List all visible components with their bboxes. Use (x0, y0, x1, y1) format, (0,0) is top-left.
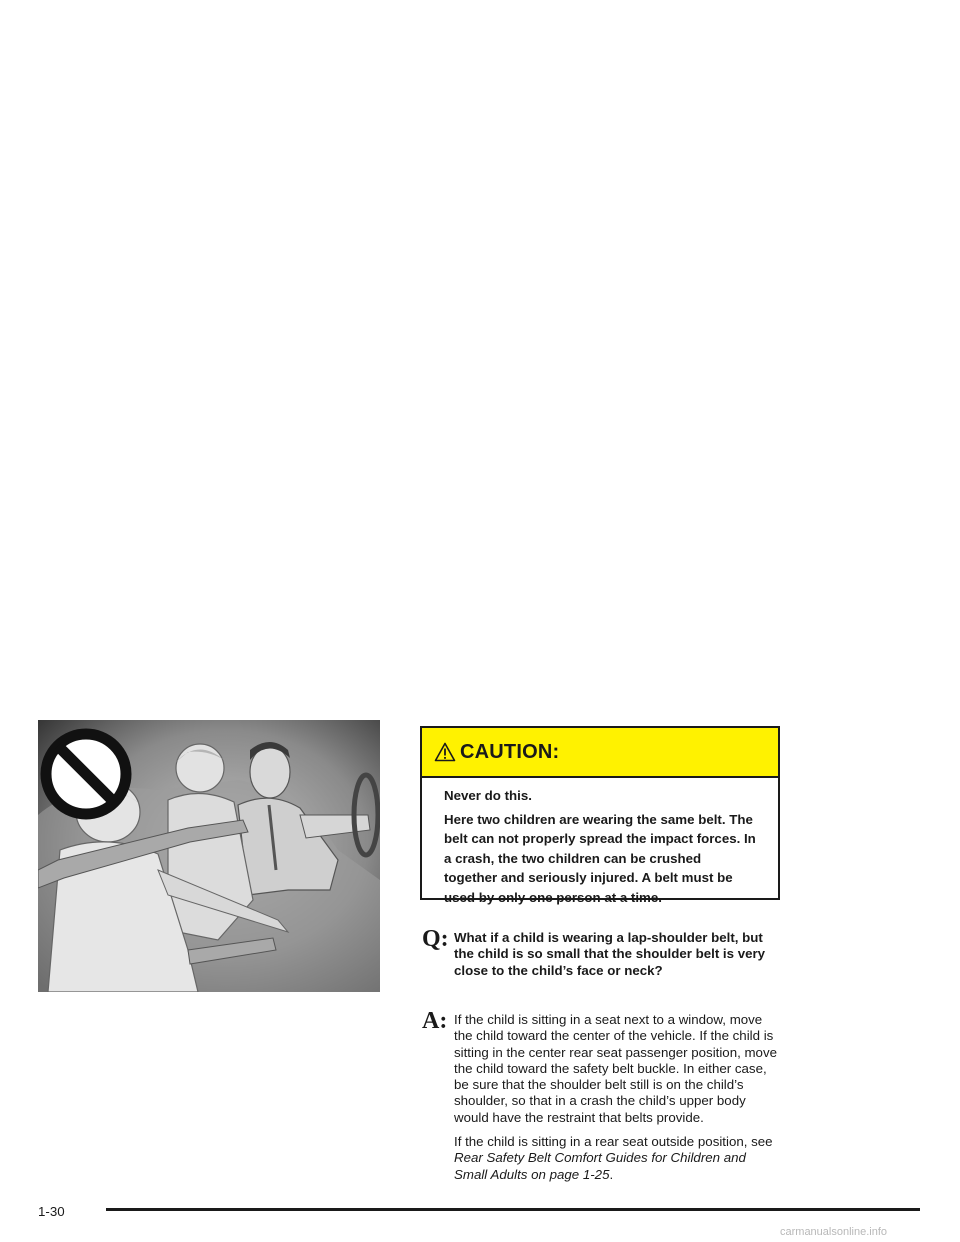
caution-body (422, 778, 778, 908)
answer-paragraph-2-prefix: If the child is sitting in a rear seat outside position, see (454, 1134, 773, 1150)
footer-rule (106, 1208, 920, 1211)
caution-header (422, 728, 778, 778)
question-mark-label: Q: (422, 926, 449, 952)
caution-line-2: Here two children are wearing the same belt. The belt can not properly spread the impact forces. In a crash, the two children can be crushed together and seriously injured. A belt must be used by only one person at a time. (444, 811, 756, 905)
cross-reference-link[interactable]: Rear Safety Belt Comfort Guides for Children and Small Adults on page 1-25 (454, 1150, 746, 1182)
answer-mark-label: A: (422, 1008, 448, 1034)
warning-triangle-icon (434, 742, 456, 762)
answer-paragraph-1: If the child is sitting in a seat next to a window, move the child toward the center of the vehicle. If the child is sitting in the center rear seat passenger position, move the child toward the safety belt buckle. In either case, be sure that the shoulder belt still is on the child’s shoulder, so that in a crash the child’s upper body would have the restraint that belts provide. (454, 1012, 777, 1125)
answer-text (454, 1012, 782, 1183)
caution-title: CAUTION: (460, 740, 560, 763)
watermark: carmanualsonline.info (780, 1226, 888, 1238)
question-text: What if a child is wearing a lap-shoulder belt, but the child is so small that the shoulder belt is very close to the child’s face or neck? (454, 930, 766, 978)
illustration-children-sharing-belt (38, 720, 380, 992)
belt-scene-drawing (38, 720, 380, 992)
caution-line-1: Never do this. (444, 788, 532, 803)
caution-box (420, 726, 780, 905)
answer-paragraph-2-suffix: . (609, 1166, 614, 1182)
answer-paragraph-2 (454, 1134, 782, 1183)
page-number: 1-30 (38, 1204, 65, 1219)
answer-block (422, 1008, 782, 1191)
question-block (422, 926, 782, 979)
prohibition-icon (46, 734, 126, 814)
